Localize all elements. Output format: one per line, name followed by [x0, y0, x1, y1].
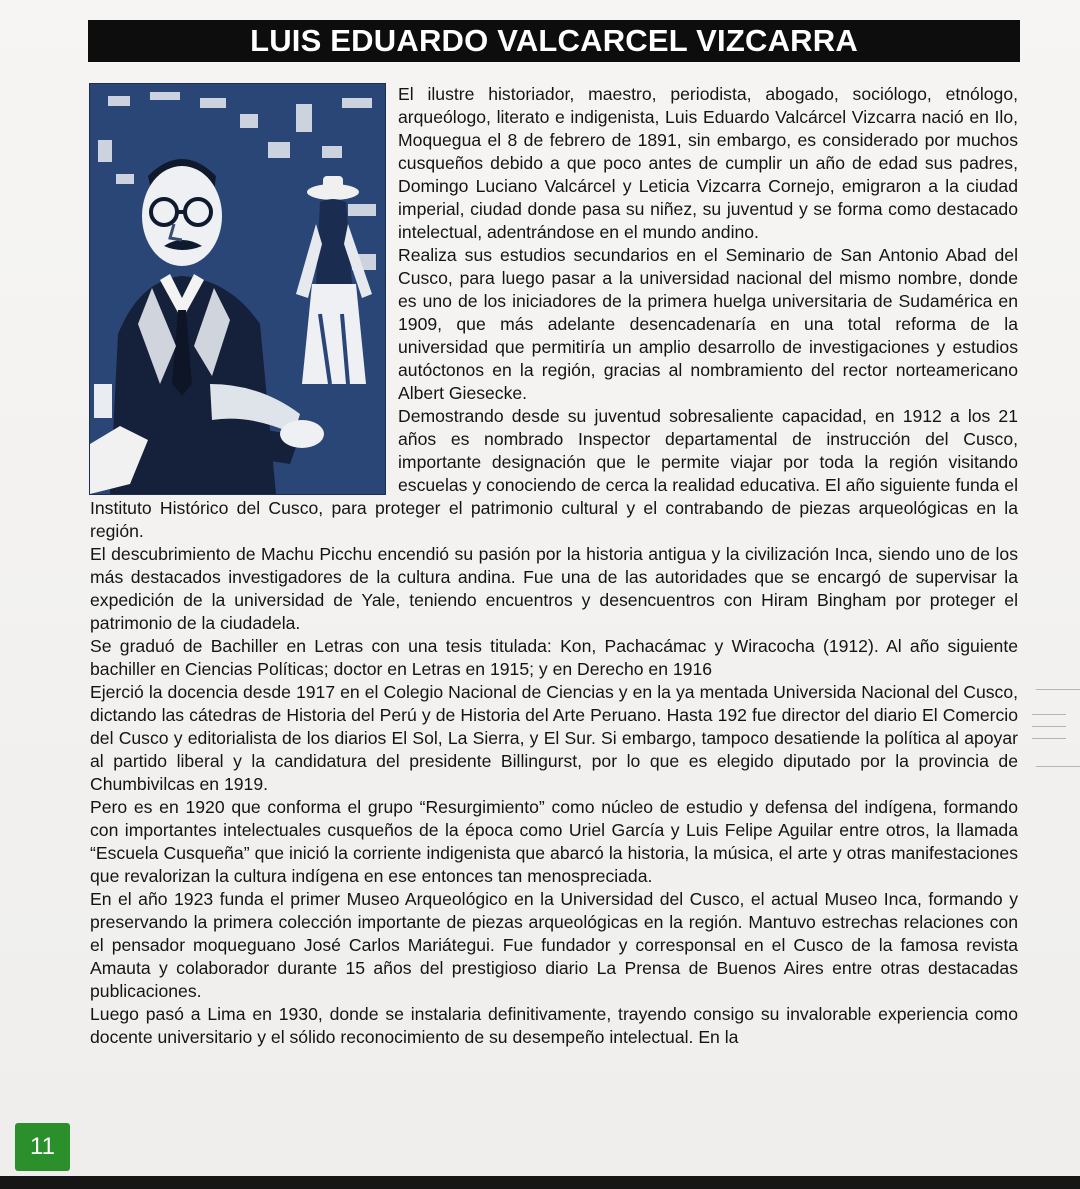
- article-paragraph: Luego pasó a Lima en 1930, donde se instalaria definitivamente, trayendo consigo su invalorable experiencia como docente universitario y el sólido reconocimiento de su desempeño intelectual. En la: [90, 1004, 1018, 1047]
- article-paragraph: Ejerció la docencia desde 1917 en el Colegio Nacional de Ciencias y en la ya mentada Universida Nacional del Cusco, dictando las cátedras de Historia del Perú y de Historia del Arte Peruano. Hasta 192 fue director del diario El Comercio del Cusco y editorialista de los diarios El Sol, La Sierra, y El Sur. Si embargo, tampoco desatiende la política al apoyar al partido liberal y la candidatura del presidente Billingurst, por lo que es elegido diputado por la provincia de Chumbivilcas en 1919.: [90, 682, 1018, 794]
- article-paragraph: El descubrimiento de Machu Picchu encendió su pasión por la historia antigua y la civilización Inca, siendo uno de los más destacados investigadores de la cultura andina. Fue una de las autoridades que se encargó de supervisar la expedición de la universidad de Yale, teniendo encuentros y desencuentros con Hiram Bingham por proteger el patrimonio de la ciudadela.: [90, 544, 1018, 633]
- article-paragraph: Realiza sus estudios secundarios en el Seminario de San Antonio Abad del Cusco, para luego pasar a la universidad nacional del mismo nombre, donde es uno de los iniciadores de la primera huelga universitaria de Sudamérica en 1909, que más adelante desencadenaría en una total reforma de la universidad que permitiría un amplio desarrollo de investigaciones y estudios autóctonos en la región, gracias al nombramiento del rector norteamericano Albert Giesecke.: [398, 245, 1018, 403]
- article-paragraph: En el año 1923 funda el primer Museo Arqueológico en la Universidad del Cusco, el actual Museo Inca, formando y preservando la primera colección importante de piezas arqueológicas en la región. Mantuvo estrechas relaciones con el pensador moqueguano José Carlos Mariátegui. Fue fundador y corresponsal en el Cusco de la famosa revista Amauta y colaborador durante 15 años del prestigioso diario La Prensa de Buenos Aires entre otras destacadas publicaciones.: [90, 889, 1018, 1001]
- article-paragraph: Pero es en 1920 que conforma el grupo “Resurgimiento” como núcleo de estudio y defensa del indígena, formando con importantes intelectuales cusqueños de la época como Uriel García y Luis Felipe Aguilar entre otros, la llamada “Escuela Cusqueña” que inició la corriente indigenista que abarcó la historia, la música, el arte y otras manifestaciones que revalorizan la cultura indígena en ese entonces tan menospreciada.: [90, 797, 1018, 886]
- photo-wrap-spacer: [90, 83, 398, 496]
- page-edge-marks: [1014, 686, 1080, 776]
- article-paragraph: El ilustre historiador, maestro, periodista, abogado, sociólogo, etnólogo, arqueólogo, literato e indigenista, Luis Eduardo Valcárcel Vizcarra nació en Ilo, Moquegua el 8 de febrero de 1891, sin embargo, es considerado por muchos cusqueños debido a que poco antes de cumplir un año de edad sus padres, Domingo Luciano Valcárcel y Leticia Vizcarra Cornejo, emigraron a la ciudad imperial, ciudad donde pasa su niñez, su juventud y se forma como destacado intelectual, adentrándose en el mundo andino.: [398, 84, 1018, 242]
- article-body: [90, 83, 1018, 1049]
- page-number-badge: 11: [15, 1123, 70, 1171]
- article-paragraph: Demostrando desde su juventud sobresaliente capacidad, en 1912 a los 21 años es nombrado Inspector departamental de instrucción del Cusco, importante designación que le permite viajar por toda la región visitando escuelas y conociendo de cerca la realidad educativa. El año siguiente funda el Instituto Histórico del Cusco, para proteger el patrimonio cultural y el contrabando de piezas arqueológicas en la región.: [90, 406, 1018, 541]
- article-paragraph: Se graduó de Bachiller en Letras con una tesis titulada: Kon, Pachacámac y Wiracocha (1912). Al año siguiente bachiller en Ciencias Políticas; doctor en Letras en 1915; y en Derecho en 1916: [90, 636, 1018, 679]
- page-title: LUIS EDUARDO VALCARCEL VIZCARRA: [88, 20, 1020, 62]
- bottom-edge: [0, 1176, 1080, 1189]
